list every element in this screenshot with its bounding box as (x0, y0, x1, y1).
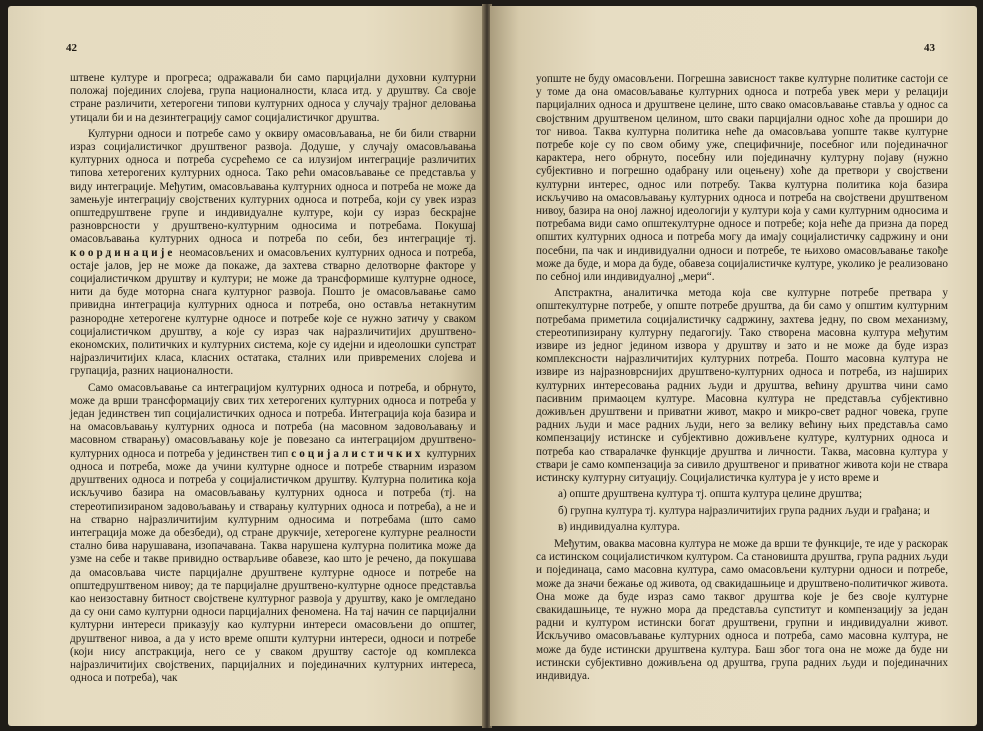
spaced-emphasis: социјалистичких (291, 447, 424, 460)
paragraph: Међутим, оваква масовна култура не може да врши те функције, те иде у раскорак са истинском социјалистичком културом. Са становишта друштва, група радних људи и појединаца, само масовна култура, само омасовљени културни односи и потребе, може да значи бежање од живота, од свакидашњице и друштвено-политичког живота. Она може да буде израз само таквог друштва које је без своје културне свакидашњице, те нужно мора да представља супститут и компензацију за један радни и културом истински богат друштвени, групни и индивидуални живот. Искључиво омасовљавање културних односа и потреба, само масовна култура, не може да буде истински друштвена култура. Баш због тога она не може да буде ни истински субјективно доживљена од друштва, група радних људи и појединачних индивидуа. (536, 537, 948, 682)
list-item: б) групна култура тј. култура најразличитијих група радних људи и грађана; и (558, 504, 930, 517)
page-number: 42 (66, 42, 77, 54)
left-page (8, 6, 484, 726)
list-item: в) индивидуална култура. (558, 520, 680, 533)
left-page-body (70, 72, 476, 688)
paragraph (70, 128, 476, 379)
right-page-body (536, 73, 948, 686)
paragraph: Апстрактна, аналитичка метода која све културне потребе претвара у општекултурне потребе, у опште потребе друштва, да би само у општим културним потребама приметила социјалистичку садржину, захтева једну, по свом механизму, стереотипизирану културну педагогију. Тако створена масовна култура међутим извире из једног једином извора у друштву и зато и не може да буде израз комплексности најразличитијих културних потреба. Пошто масовна култура не извире из најразноврснијих друштвено-културних односа и потреба, из најширих културних интересовања радних људи и друштва, већину друштва чини само пасивним примаоцем културе. Масовна култура не представља субјективно доживљен друштвени и приватни живот, макро и микро-свет радног човека, групе радних људи и масе радних људи, него за велику већину њих представља само компензацију истинске и субјективно доживљене културе, културних односа и потреба као стваралачке функције друштва и личности. Таква, масовна култура у ствари је само компензација за сивило друштвеног и приватног живота који не ствара истинску културну ситуацију. Социјалистичка култура је у исто време и (536, 287, 948, 485)
paragraph (70, 382, 476, 686)
paragraph-text: Само омасовљавање са интеграцијом културних односа и потреба, и обрнуто, може да врши трансформацију свих тих хетерогених културних односа и потреба у један јединствен тип социјалистичких односа и потреба. Интеграција која базира и на омасовљавању културних односа и потреба (на масовном задовољавању и масовном стварању) омасовљавању које је повезано са интеграцијом друштвено-културних односа и потреба у јединствен тип (70, 381, 476, 460)
paragraph-text: неомасовљених и омасовљених културних односа и потреба, остаје јалов, јер не може да покаже, да захтева стварно делотворне факторе у социјалистичком друштву и култури; не може да трансформише културне односе, нити да буде моторна снага културног развоја. Пошто је омасовљавање само привидна интеграција културних односа и потреба, оно оставља нетакнутим разнородне хетерогене културне односе и потребе које се нужно затичу у сваком социјалистичком друштву, а које су израз чак најразличитијих друштвено-економских, политичких и културних система, које су идејни и идеолошки супстрат најразличитијих класа, класних остатака, сталних или привремених слојева и групација, разних националности. (70, 246, 476, 378)
paragraph: штвене културе и прогреса; одражавали би само парцијални духовни културни положај појединих слојева, група националности, класа итд. у друштву. Са своје стране различити, хетерогени типови културних односа у случају трајног деловања утицали би и на дезинтеграцију самог социјалистичког друштва. (70, 72, 476, 124)
culture-list (558, 488, 948, 534)
right-page (490, 6, 977, 726)
spaced-emphasis: координације (70, 246, 176, 259)
paragraph: уопште не буду омасовљени. Погрешна зависност такве културне политике састоји се у томе да она омасовљавање културних односа и потреба увек мери у релацији парцијалних односа и друштвене целине, што свако омасовљавање ставља у однос са својствним друштвеном целином, што сваки парцијални однос хоће да прошири до тог нивоа. Таква културна политика неће да омасовљава уопште такве културне потребе које су по свом обиму уже, специфичније, посебног или појединачног карактера, него обрнуто, посебну или појединачну културну појаву (нужно субјективно и погрешно одабрану или оцењену) хоће да претвори у својствени културни интерес, однос или потребу. Таква културна политика која базира искључиво на омасовљавању културних односа и потреба на својствени друштвеном нивоу, базира на оној лажној идеологији у култури која у сами културним односима и потребама види само општекултурне односе и потребе; која неће да призна да поред општих културних односа и потреба могу да имају социјалистичку садржину и они посебни, па чак и индивидуални односи и потребе, те њихово омасовљавање такође може да буде, и мора да буде, обавеза социјалистичке културе, уколико је реализовано по себној или индивидуалној „мери“. (536, 73, 948, 284)
paragraph-text: Културни односи и потребе само у оквиру омасовљавања, не би били стварни израз социјалистичког друштвеног развоја. Додуше, у случају омасовљавања културних односа и потреба сусрећемо се са илузијом интеграције различитих типова хетерогених културних односа. Тако рећи омасовљавање се представља у виду интеграције. Међутим, омасовљавања културних односа и потреба не може да замењује интеграцију својствених културних односа и потреба, који су увек израз општедруштвене групе и индивидуалне културе, који су израз бескрајне разноврсности у друштвено-културним односима и потребама. Покушај омасовљавања културних односа и потреба по себи, без интеграције тј. (70, 127, 476, 246)
list-item: а) опште друштвена култура тј. општа култура целине друштва; (558, 488, 863, 501)
page-number: 43 (924, 42, 935, 54)
paragraph-text: културних односа и потреба, може да учини културне односе и потребе стварним изразом друштвених односа и потреба у социјалистичком друштву. Културна политика која искључиво базира на омасовљавању културних односа и потреба (тј. на стереотипизираном задовољавању и стварању културних односа и потреба), а не и на стварно најразличитијим културним односима и потребама (што само интеграција може да обезбеди), од стране друкчије, хетерогене културне реалности стално бива нарушавана, изопачавана. Таква нарушена културна политика може да узме на себе и такве привидно остварљиве обавезе, као што је речено, да покушава да омасовљава чисте парцијалне друштвене културне односе и потребе на општедруштвеном нивоу; да те парцијалне друштвено-културне односе представља као неизоставну битност својствене културног развоја у друштву, како је омгледано да су они само културни односи парцијалних феномена. На тај начин се парцијални културни интереси приказују као културни интереси омасовљени до општег, друштвеног нивоа, а да у исто време општи културни интереси, односи и потребе (који нису апстракција, него се у сваком друштву састоје од комплекса најразличитијих својствених, парцијалних и појединачних културних интереса, односа и потреба), чак (70, 447, 477, 685)
